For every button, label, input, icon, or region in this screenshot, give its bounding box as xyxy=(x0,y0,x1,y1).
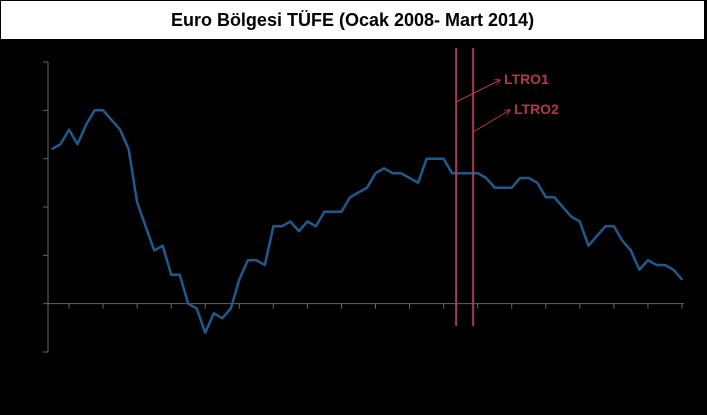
data-point xyxy=(341,211,343,213)
data-point xyxy=(588,245,590,247)
data-point xyxy=(537,182,539,184)
data-point xyxy=(324,211,326,213)
data-point xyxy=(596,235,598,237)
data-point xyxy=(656,264,658,266)
data-point xyxy=(102,110,104,112)
data-point xyxy=(264,264,266,266)
chart-title: Euro Bölgesi TÜFE (Ocak 2008- Mart 2014) xyxy=(170,9,535,30)
data-point xyxy=(485,177,487,179)
data-point xyxy=(460,172,462,174)
data-point xyxy=(579,221,581,223)
data-point xyxy=(358,192,360,194)
data-point xyxy=(681,279,683,281)
data-point xyxy=(77,143,79,145)
data-point xyxy=(213,313,215,315)
data-point xyxy=(281,226,283,228)
data-point xyxy=(639,269,641,271)
data-point xyxy=(494,187,496,189)
data-point xyxy=(85,124,87,126)
data-point xyxy=(222,317,224,319)
data-point xyxy=(111,119,113,121)
data-point xyxy=(290,221,292,223)
data-point xyxy=(519,177,521,179)
data-point xyxy=(273,226,275,228)
data-point xyxy=(187,303,189,305)
data-point xyxy=(196,308,198,310)
data-point xyxy=(605,226,607,228)
data-point xyxy=(622,240,624,242)
data-point xyxy=(153,250,155,252)
data-point xyxy=(366,187,368,189)
data-point xyxy=(409,177,411,179)
data-point xyxy=(298,230,300,232)
data-point xyxy=(477,172,479,174)
data-point xyxy=(417,182,419,184)
data-point xyxy=(315,226,317,228)
data-point xyxy=(630,250,632,252)
data-point xyxy=(392,172,394,174)
data-point xyxy=(68,129,70,131)
series-line xyxy=(52,110,682,332)
data-point xyxy=(307,221,309,223)
data-point xyxy=(94,110,96,112)
data-point xyxy=(332,211,334,213)
annotation-label-ltro2: LTRO2 xyxy=(514,101,559,117)
data-point xyxy=(375,172,377,174)
annotation-label-ltro1: LTRO1 xyxy=(504,71,549,87)
data-point xyxy=(468,172,470,174)
data-point xyxy=(170,274,172,276)
data-point xyxy=(119,129,121,131)
data-point xyxy=(239,279,241,281)
data-point xyxy=(528,177,530,179)
data-point xyxy=(502,187,504,189)
data-point xyxy=(51,148,53,150)
data-point xyxy=(179,274,181,276)
data-point xyxy=(562,206,564,208)
data-point xyxy=(426,158,428,160)
data-point xyxy=(613,226,615,228)
annotation-arrow xyxy=(456,80,500,102)
data-point xyxy=(349,197,351,199)
data-point xyxy=(383,168,385,170)
data-point xyxy=(545,197,547,199)
data-point xyxy=(571,216,573,218)
data-point xyxy=(255,259,257,261)
data-point xyxy=(128,148,130,150)
data-point xyxy=(554,197,556,199)
data-point xyxy=(511,187,513,189)
data-point xyxy=(136,201,138,203)
data-point xyxy=(647,259,649,261)
data-point xyxy=(247,259,249,261)
data-point xyxy=(162,245,164,247)
annotation-arrow xyxy=(473,110,510,132)
data-point xyxy=(673,269,675,271)
data-point xyxy=(443,158,445,160)
data-point xyxy=(145,226,147,228)
series-layer xyxy=(51,110,683,334)
data-point xyxy=(230,308,232,310)
data-point xyxy=(451,172,453,174)
data-point xyxy=(434,158,436,160)
data-point xyxy=(400,172,402,174)
data-point xyxy=(664,264,666,266)
data-point xyxy=(60,143,62,145)
data-point xyxy=(204,332,206,334)
